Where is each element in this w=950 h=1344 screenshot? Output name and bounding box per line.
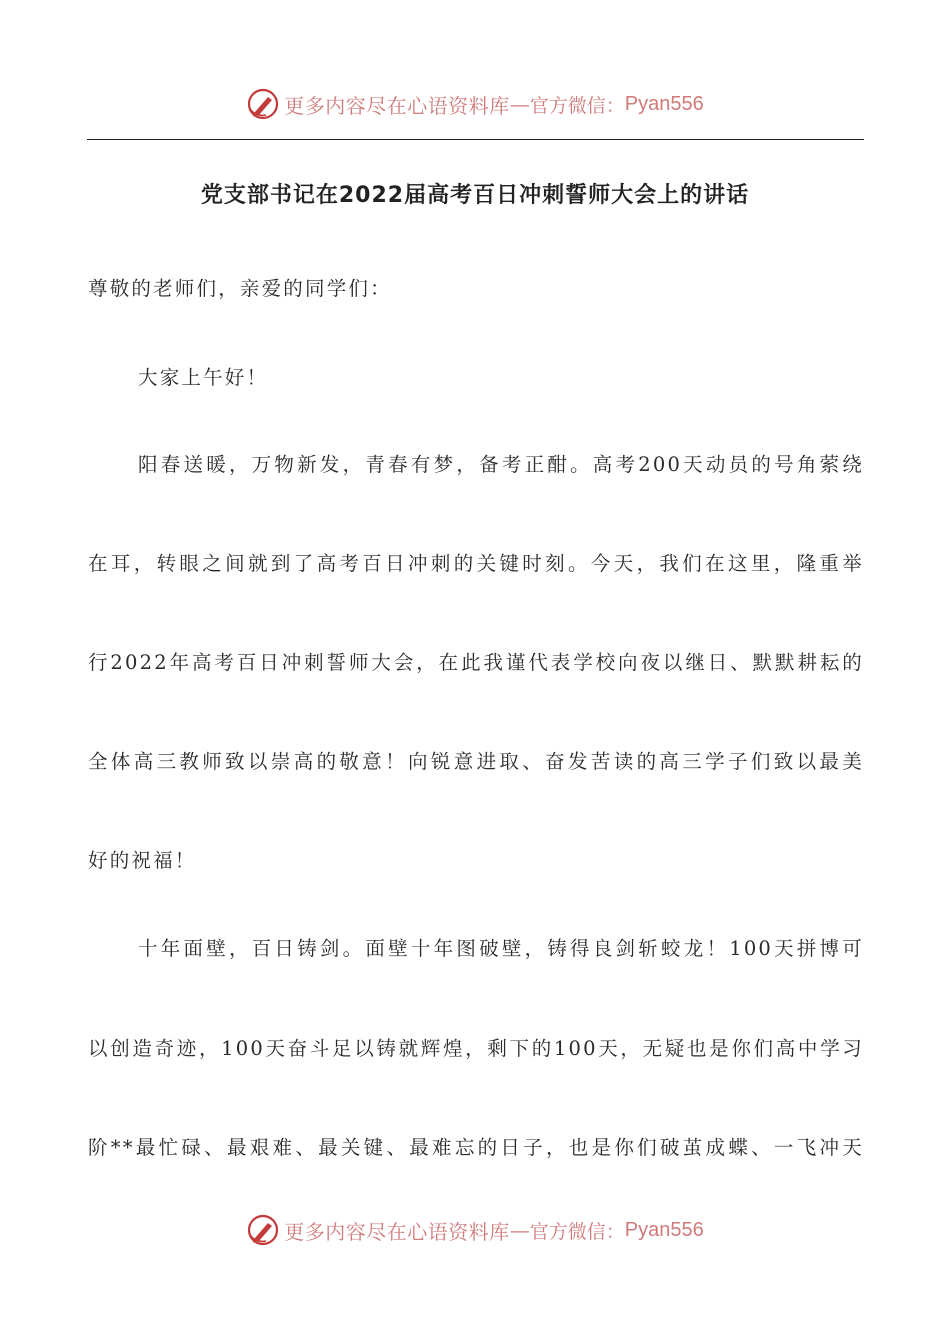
- document-title: 党支部书记在2022届高考百日冲刺誓师大会上的讲话: [200, 183, 750, 208]
- paragraph1-line: 行2022年高考百日冲刺誓师大会，在此我谨代表学校向夜以继日、默默耕耘的: [88, 651, 864, 674]
- salutation: 尊敬的老师们，亲爱的同学们：: [88, 277, 392, 300]
- banner-separator: —: [509, 1218, 530, 1242]
- header-divider: [87, 139, 864, 140]
- wechat-label: 官方微信：: [529, 94, 625, 117]
- site-name: 更多内容尽在心语资料库: [284, 93, 510, 118]
- pen-logo-icon: [246, 1213, 280, 1247]
- paragraph1-line: 好的祝福！: [88, 849, 197, 872]
- wechat-id: Pyan556: [624, 1218, 704, 1241]
- pen-logo-icon: [246, 87, 280, 121]
- paragraph2-line: 十年面壁，百日铸剑。面壁十年图破壁，铸得良剑斩蛟龙！100天拼博可: [138, 937, 864, 960]
- wechat-id: Pyan556: [624, 92, 704, 115]
- header-banner: [0, 84, 950, 124]
- banner-separator: —: [509, 92, 530, 116]
- site-name: 更多内容尽在心语资料库: [284, 1219, 510, 1244]
- paragraph1-line: 在耳，转眼之间就到了高考百日冲刺的关键时刻。今天，我们在这里，隆重举: [88, 552, 864, 575]
- footer-banner: [0, 1210, 950, 1250]
- paragraph2-line: 以创造奇迹，100天奋斗足以铸就辉煌，剩下的100天，无疑也是你们高中学习: [88, 1037, 864, 1060]
- paragraph1-line: 全体高三教师致以崇高的敬意！向锐意进取、奋发苦读的高三学子们致以最美: [88, 750, 864, 773]
- greeting: 大家上午好！: [138, 366, 269, 389]
- paragraph2-line: 阶**最忙碌、最艰难、最关键、最难忘的日子，也是你们破茧成蝶、一飞冲天: [88, 1136, 864, 1159]
- wechat-label: 官方微信：: [529, 1220, 625, 1243]
- paragraph1-line: 阳春送暖，万物新发，青春有梦，备考正酣。高考200天动员的号角萦绕: [138, 453, 864, 476]
